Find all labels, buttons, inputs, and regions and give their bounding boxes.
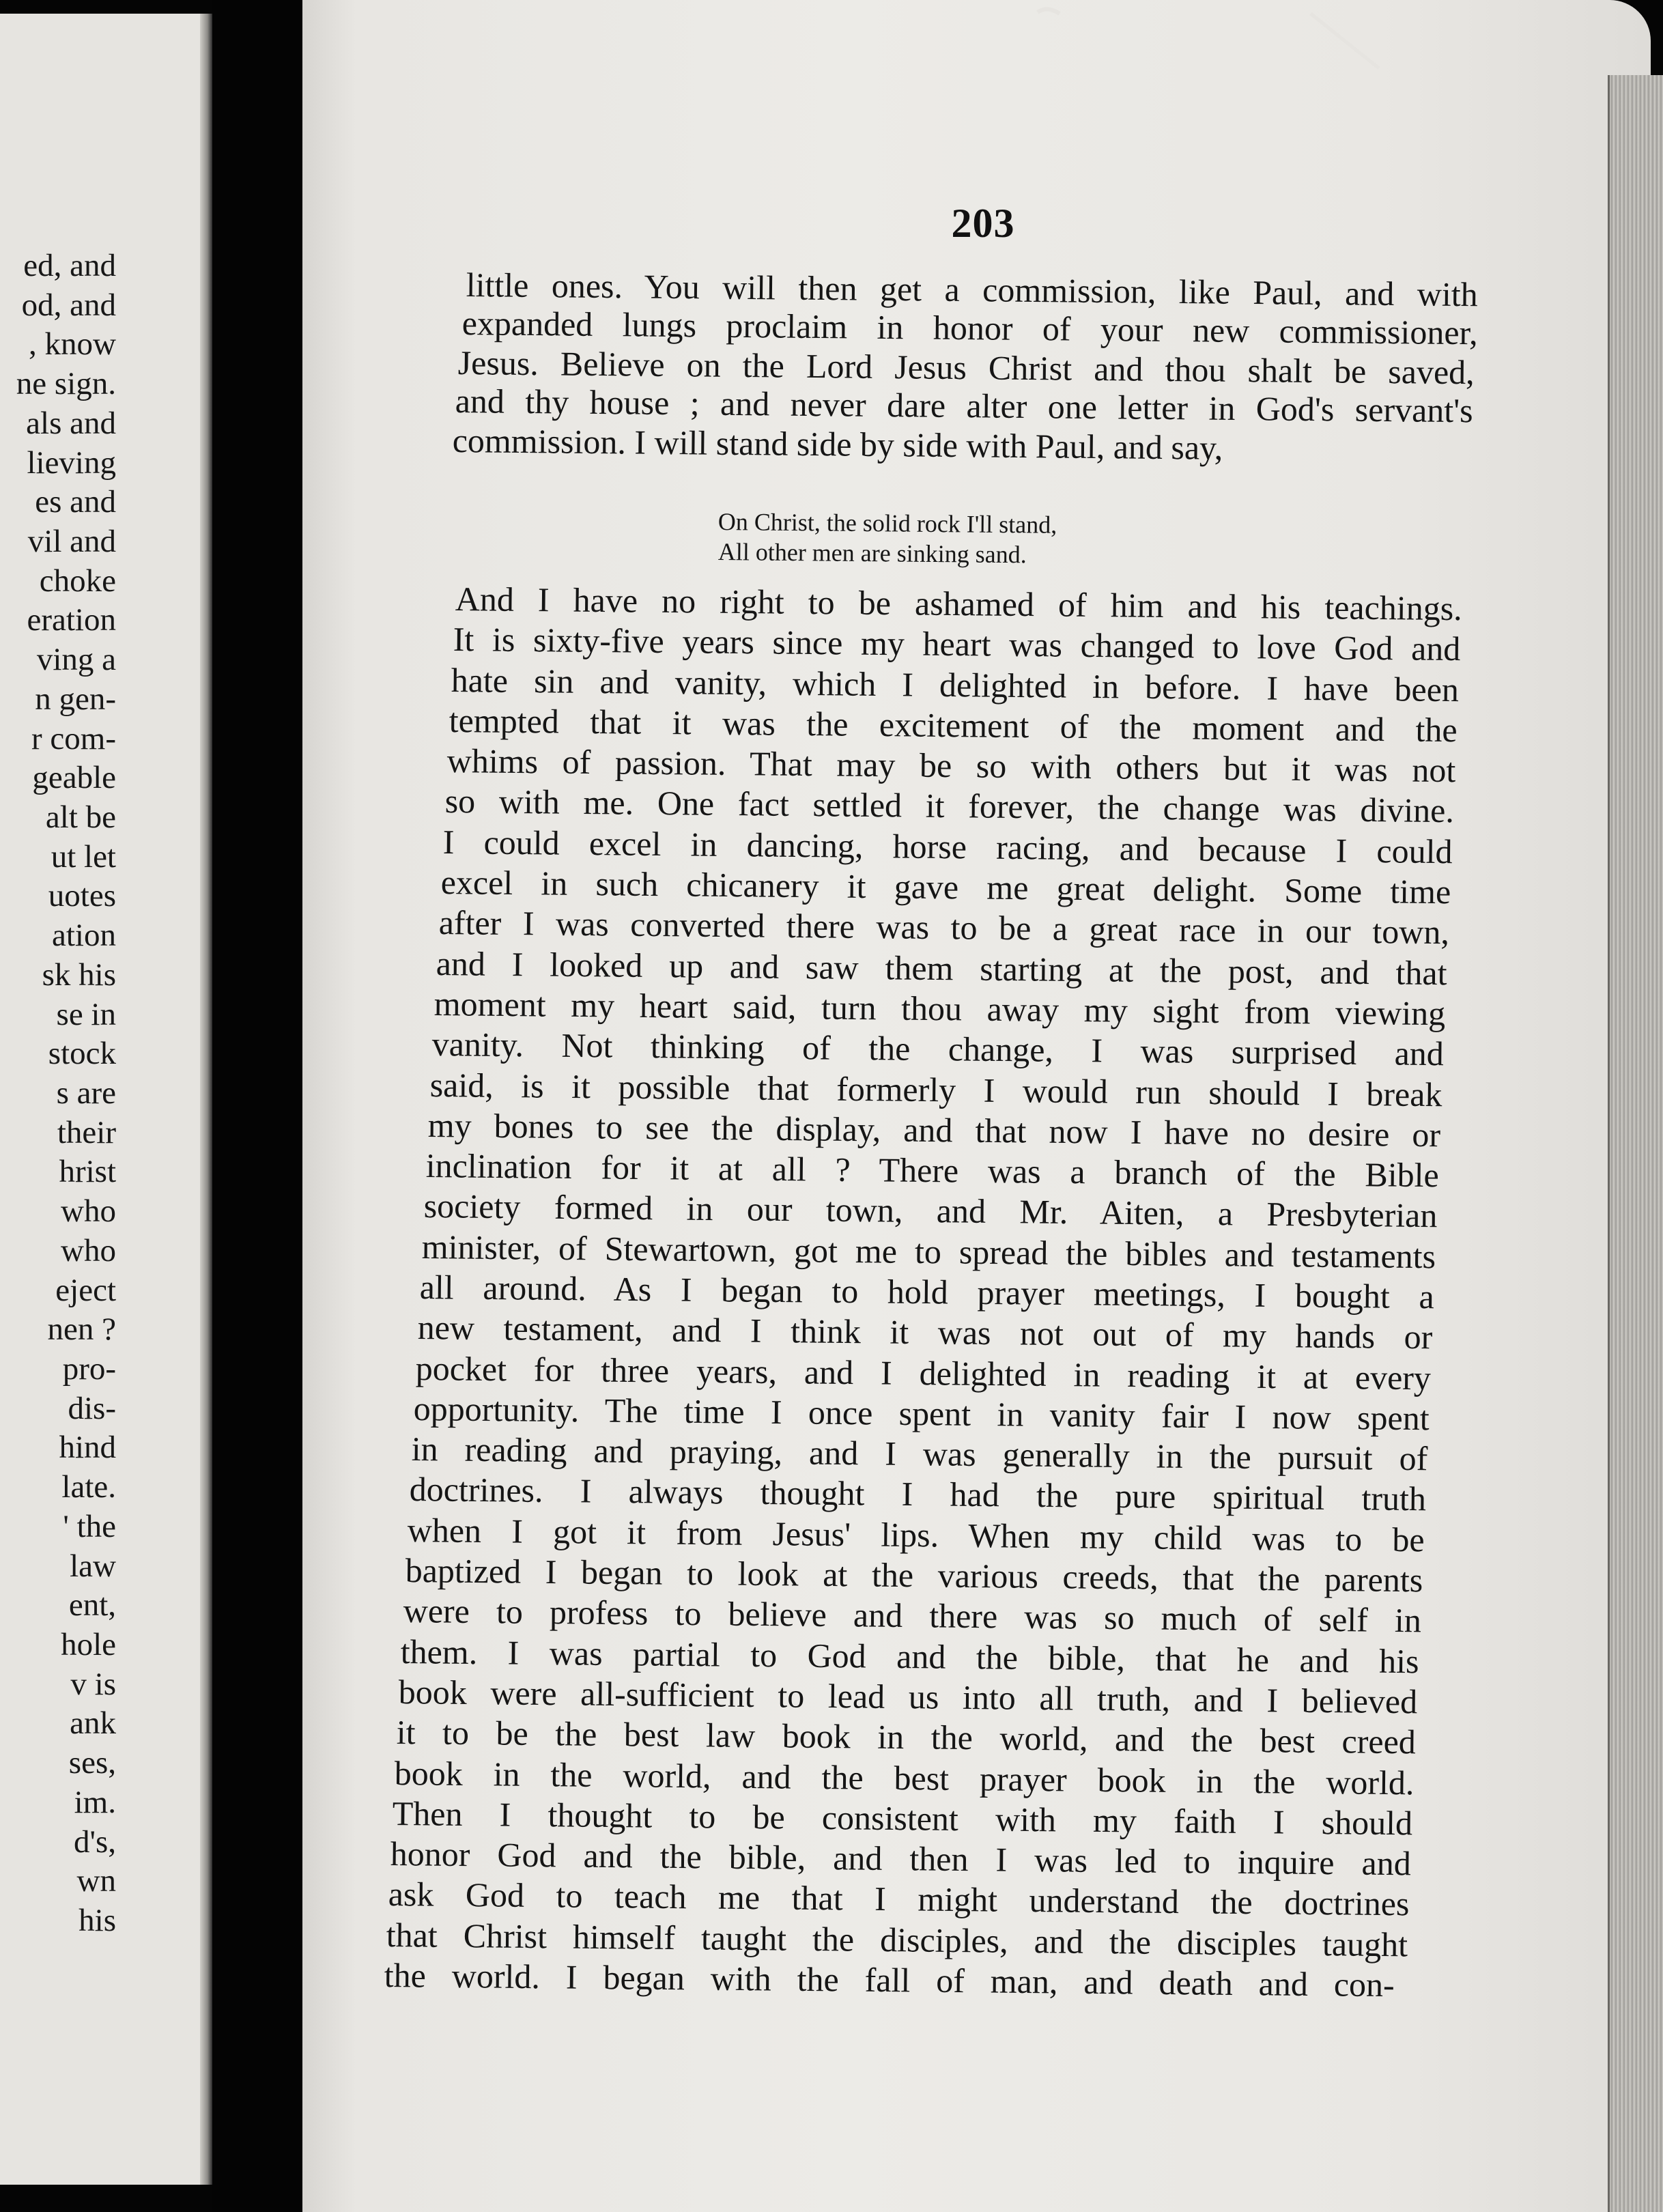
body-line: when I got it from Jesus' lips. When my child was to be <box>407 1510 1425 1559</box>
body-line: excel in such chicanery it gave me great delight. Some time <box>440 863 1451 911</box>
previous-page-line-fragment: ne sign. <box>16 366 116 402</box>
body-line: baptized I began to look at the various creeds, that the parents <box>405 1551 1423 1600</box>
body-line: all around. As I began to hold prayer meetings, I bought a <box>419 1268 1434 1316</box>
scan-corner-marks <box>1024 0 1406 75</box>
body-line: book in the world, and the best prayer book in the world. <box>394 1753 1415 1802</box>
previous-page-line-fragment: pro- <box>62 1351 116 1387</box>
previous-page-line-fragment: who <box>61 1193 116 1230</box>
body-line: after I was converted there was to be a great race in our town, <box>438 903 1449 952</box>
previous-page-line-fragment: ses, <box>68 1745 116 1781</box>
previous-page-line-fragment: es and <box>35 484 116 520</box>
previous-page-line-fragment: choke <box>39 563 116 599</box>
body-line: honor God and the bible, and then I was led to inquire and <box>390 1834 1412 1883</box>
previous-page-line-fragment: late. <box>61 1469 116 1505</box>
previous-page-line-fragment: hole <box>61 1627 116 1662</box>
previous-page-line-fragment: d's, <box>73 1824 116 1860</box>
previous-page-line-fragment: dis- <box>68 1390 116 1426</box>
body-line: commission. I will stand side by side with Paul, and say, <box>452 421 1223 467</box>
previous-page-line-fragment: uotes <box>48 878 116 914</box>
previous-page-line-fragment: his <box>79 1903 116 1938</box>
body-line: the world. I began with the fall of man, and death and con- <box>384 1956 1395 2004</box>
previous-page-line-fragment: ving a <box>36 642 116 678</box>
previous-page-line-fragment: ed, and <box>23 248 116 283</box>
body-line: Then I thought to be consistent with my faith I should <box>392 1793 1413 1843</box>
body-line: book were all-sufficient to lead us into all truth, and I believed <box>398 1672 1418 1721</box>
previous-page-line-fragment: ut let <box>51 838 116 875</box>
previous-page-line-fragment: vil and <box>27 524 116 559</box>
body-line: new testament, and I think it was not out of my hands or <box>417 1308 1433 1357</box>
previous-page-line-fragment: who <box>61 1232 116 1268</box>
previous-page-line-fragment: od, and <box>21 287 116 323</box>
body-line: minister, of Stewartown, got me to spread the bibles and testaments <box>421 1227 1436 1275</box>
previous-page-line-fragment: r com- <box>31 720 116 756</box>
body-line: them. I was partial to God and the bible, that he and his <box>400 1632 1420 1680</box>
body-line: opportunity. The time I once spent in vanity fair I now spent <box>413 1389 1430 1438</box>
previous-page-line-fragment: als and <box>26 405 116 441</box>
binding-shadow <box>212 0 302 2212</box>
page-stack-edge <box>1608 75 1663 2212</box>
previous-page-line-fragment: ank <box>70 1705 116 1742</box>
body-line: whims of passion. That may be so with others but it was not <box>446 741 1456 790</box>
previous-page-line-fragment: stock <box>48 1036 116 1072</box>
previous-page-line-fragment: n gen- <box>35 681 116 717</box>
body-line: inclination for it at all ? There was a branch of the Bible <box>425 1146 1440 1195</box>
page-number: 203 <box>951 201 1015 246</box>
previous-page-line-fragment: hrist <box>59 1154 116 1190</box>
previous-page-line-fragment: law <box>70 1548 116 1584</box>
previous-page-line-fragment: , know <box>29 326 116 363</box>
body-line: vanity. Not thinking of the change, I was surprised and <box>431 1025 1445 1073</box>
body-line: said, is it possible that formerly I would run should I break <box>429 1065 1442 1114</box>
previous-page-line-fragment: ation <box>52 918 116 954</box>
body-line: It is sixty-five years since my heart was changed to love God and <box>453 620 1461 668</box>
previous-page-line-fragment: ' the <box>63 1508 116 1544</box>
body-line: doctrines. I always thought I had the pure spiritual truth <box>409 1470 1426 1518</box>
body-line: tempted that it was the excitement of the moment and the <box>449 700 1458 750</box>
body-line: society formed in our town, and Mr. Aiten, a Presbyterian <box>423 1187 1438 1235</box>
previous-page-line-fragment: sk his <box>42 956 116 993</box>
previous-page-line-fragment: their <box>57 1114 116 1150</box>
body-line: moment my heart said, turn thou away my sight from viewing <box>433 984 1446 1033</box>
body-line: Jesus. Believe on the Lord Jesus Christ and thou shalt be saved, <box>457 343 1475 392</box>
verse-line: All other men are sinking sand. <box>717 538 1027 569</box>
previous-page-gutter <box>200 14 212 2185</box>
previous-page-line-fragment: hind <box>59 1430 116 1466</box>
body-line: expanded lungs proclaim in honor of your new commissioner, <box>461 304 1478 352</box>
body-line: and thy house ; and never dare alter one letter in God's servant's <box>455 382 1473 430</box>
previous-page-line-fragment: eject <box>55 1272 116 1308</box>
body-line: hate sin and vanity, which I delighted in before. I have been <box>451 660 1460 709</box>
body-line: I could excel in dancing, horse racing, and because I could <box>442 822 1453 870</box>
body-line: in reading and praying, and I was generally in the pursuit of <box>411 1430 1428 1478</box>
body-line: so with me. One fact settled it forever, the change was divine. <box>444 782 1454 830</box>
body-line: my bones to see the display, and that now I have no desire or <box>427 1105 1441 1154</box>
previous-page-line-fragment: geable <box>32 760 116 796</box>
previous-page-line-fragment: wn <box>76 1863 116 1899</box>
body-line: that Christ himself taught the disciples, and the disciples taught <box>386 1915 1408 1964</box>
previous-page-line-fragment: alt be <box>45 799 116 835</box>
body-line: and I looked up and saw them starting at the post, and that <box>436 944 1448 992</box>
body-line: And I have no right to be ashamed of him and his teachings. <box>455 580 1462 628</box>
body-line: little ones. You will then get a commission, like Paul, and with <box>466 266 1478 314</box>
body-line: ask God to teach me that I might understand the doctrines <box>388 1875 1410 1923</box>
previous-page-line-fragment: se in <box>56 996 116 1032</box>
body-line: pocket for three years, and I delighted in reading it at every <box>415 1348 1432 1397</box>
body-line: were to profess to believe and there was so much of self in <box>403 1591 1421 1640</box>
previous-page-line-fragment: v is <box>70 1666 116 1702</box>
previous-page-line-fragment: im. <box>74 1784 116 1820</box>
previous-page-line-fragment: s are <box>56 1075 116 1111</box>
previous-page-line-fragment: nen ? <box>47 1311 116 1348</box>
previous-page-line-fragment: ent, <box>68 1587 116 1623</box>
verse-line: On Christ, the solid rock I'll stand, <box>717 508 1057 539</box>
previous-page-line-fragment: lieving <box>27 444 116 481</box>
body-line: it to be the best law book in the world, and the best creed <box>396 1713 1417 1761</box>
previous-page-line-fragment: eration <box>27 602 116 638</box>
